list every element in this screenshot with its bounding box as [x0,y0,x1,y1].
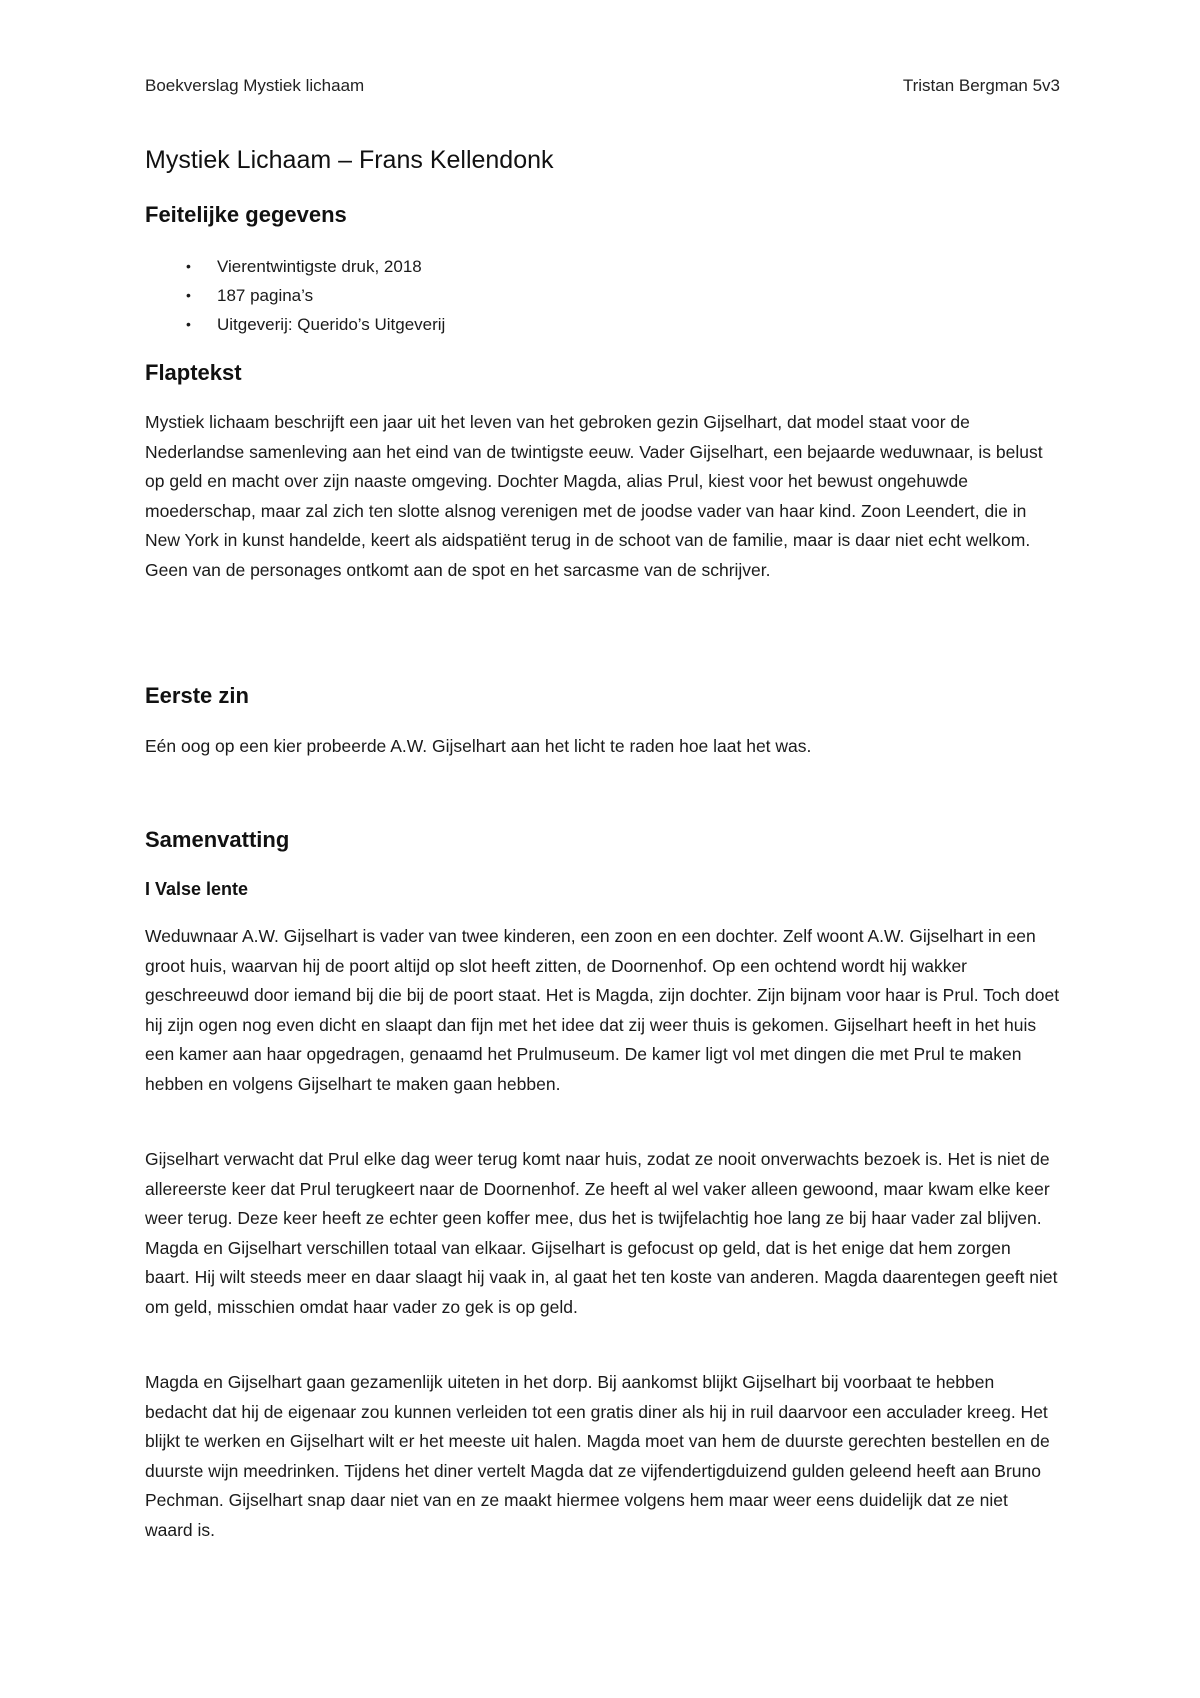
page-header [145,76,1060,96]
fact-text: Uitgeverij: Querido’s Uitgeverij [217,315,446,334]
heading-eerste-zin: Eerste zin [145,683,249,708]
subheading-valse-lente: I Valse lente [145,879,249,899]
heading-feitelijke-gegevens: Feitelijke gegevens [145,202,347,227]
header-right: Tristan Bergman 5v3 [902,76,1060,95]
flaptekst-paragraph: Mystiek lichaam beschrijft een jaar uit het leven van het gebroken gezin Gijselhart, dat model staat voor de Nederlandse samenleving aan het eind van de twintigste eeuw. Vader Gijselhart, een bejaarde weduwnaar, is belust op geld en macht over zijn naaste omgeving. Dochter Magda, alias Prul, kiest voor het bewust ongehuwde moederschap, maar zal zich ten slotte alsnog verenigen met de joodse vader van haar kind. Zoon Leendert, die in New York in kunst handelde, keert als aidspatiënt terug in de schoot van de familie, maar is daar niet echt welkom. Geen van de personages ontkomt aan de spot en het sarcasme van de schrijver. [145,412,1043,580]
fact-text: 187 pagina’s [217,286,314,305]
eerste-zin-paragraph: Eén oog op een kier probeerde A.W. Gijselhart aan het licht te raden hoe laat het was. [145,736,812,756]
samenvatting-paragraph-1: Weduwnaar A.W. Gijselhart is vader van twee kinderen, een zoon en een dochter. Zelf woont A.W. Gijselhart in een groot huis, waarvan hij de poort altijd op slot heeft zitten, de Doornenhof. Op een ochtend wordt hij wakker geschreeuwd door iemand bij die bij de poort staat. Het is Magda, zijn dochter. Zijn bijnam voor haar is Prul. Toch doet hij zijn ogen nog even dicht en slaapt dan fijn met het idee dat zij weer thuis is gekomen. Gijselhart heeft in het huis een kamer aan haar opgedragen, genaamd het Prulmuseum. De kamer ligt vol met dingen die met Prul te maken hebben en volgens Gijselhart te maken gaan hebben. [145,926,1060,1094]
facts-list [145,252,445,339]
list-item [145,310,445,339]
samenvatting-paragraph-3: Magda en Gijselhart gaan gezamenlijk uiteten in het dorp. Bij aankomst blijkt Gijselhart bij voorbaat te hebben bedacht dat hij de eigenaar zou kunnen verleiden tot een gratis diner als hij in ruil daarvoor een acculader kreeg. Het blijkt te werken en Gijselhart wilt er het meeste uit halen. Magda moet van hem de duurste gerechten bestellen en de duurste wijn meedrinken. Tijdens het diner vertelt Magda dat ze vijfendertigduizend gulden geleend heeft aan Bruno Pechman. Gijselhart snap daar niet van en ze maakt hiermee volgens hem maar weer eens duidelijk dat ze niet waard is. [145,1372,1050,1540]
document-page [145,0,1060,1698]
fact-text: Vierentwintigste druk, 2018 [217,257,422,276]
bullet-icon: • [186,287,191,303]
document-title: Mystiek Lichaam – Frans Kellendonk [145,146,554,174]
samenvatting-paragraph-2: Gijselhart verwacht dat Prul elke dag weer terug komt naar huis, zodat ze nooit onverwachts bezoek is. Het is niet de allereerste keer dat Prul terugkeert naar de Doornenhof. Ze heeft al wel vaker alleen gewoond, maar kwam elke keer weer terug. Deze keer heeft ze echter geen koffer mee, dus het is twijfelachtig hoe lang ze bij haar vader zal blijven. Magda en Gijselhart verschillen totaal van elkaar. Gijselhart is gefocust op geld, dat is het enige dat hem zorgen baart. Hij wilt steeds meer en daar slaagt hij vaak in, al gaat het ten koste van anderen. Magda daarentegen geeft niet om geld, misschien omdat haar vader zo gek is op geld. [145,1149,1058,1317]
list-item [145,281,445,310]
heading-samenvatting: Samenvatting [145,827,290,852]
list-item [145,252,445,281]
header-left: Boekverslag Mystiek lichaam [145,76,365,95]
heading-flaptekst: Flaptekst [145,360,242,385]
bullet-icon: • [186,316,191,332]
bullet-icon: • [186,258,191,274]
